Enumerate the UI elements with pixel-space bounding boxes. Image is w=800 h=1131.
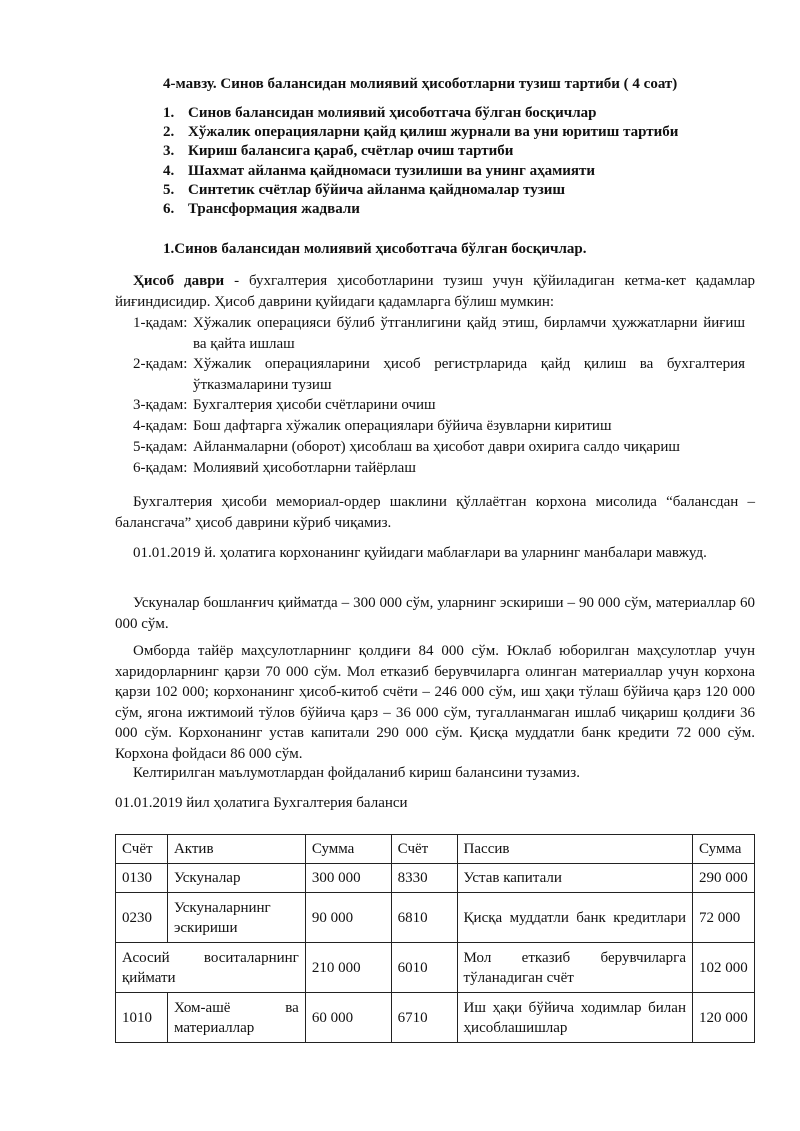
table-row <box>116 943 755 993</box>
paragraph-accounting-period <box>115 271 755 312</box>
step-label: 6-қадам: <box>133 460 188 476</box>
table-cell: 6710 <box>391 993 457 1043</box>
outline-item <box>163 162 678 181</box>
outline-item <box>163 181 678 200</box>
header-cell: Сумма <box>305 835 391 864</box>
table-cell: 90 000 <box>305 893 391 943</box>
table-cell: 0130 <box>116 864 168 893</box>
outline-number: 5. <box>163 181 175 198</box>
step-text: Бош дафтарга хўжалик операциялари бўйича ёзувларни киритиш <box>193 418 612 434</box>
step-label: 1-қадам: <box>133 315 188 331</box>
step-text: Молиявий ҳисоботларни тайёрлаш <box>193 460 416 476</box>
table-cell: 8330 <box>391 864 457 893</box>
outline-number: 3. <box>163 143 175 160</box>
paragraph-memorial-order: Бухгалтерия ҳисоби мемориал-ордер шаклини қўллаётган корхона мисолида “балансдан –балансгача” ҳисоб даврини кўриб чиқамиз. <box>115 494 755 531</box>
topic-outline <box>163 104 678 219</box>
table-cell: Иш ҳақи бўйича ходимлар билан ҳисоблашишлар <box>457 993 692 1043</box>
outline-item <box>163 200 678 219</box>
table-row <box>116 864 755 893</box>
outline-item <box>163 142 678 161</box>
step-item <box>133 354 745 395</box>
step-item <box>133 416 745 437</box>
outline-number: 1. <box>163 105 175 121</box>
table-cell: 210 000 <box>305 943 391 993</box>
step-text: Айланмаларни (оборот) ҳисоблаш ва ҳисобот даври охирига салдо чиқариш <box>193 439 680 455</box>
header-cell: Счёт <box>116 835 168 864</box>
paragraph-conclusion: Келтирилган маълумотлардан фойдаланиб кириш балансини тузамиз. <box>133 765 580 781</box>
step-item <box>133 395 745 416</box>
step-label: 3-қадам: <box>133 397 188 413</box>
step-item <box>133 437 745 458</box>
header-cell: Пассив <box>457 835 692 864</box>
table-cell: 290 000 <box>692 864 754 893</box>
outline-number: 6. <box>163 200 175 217</box>
table-cell: 300 000 <box>305 864 391 893</box>
outline-text: Синтетик счётлар бўйича айланма қайдномалар тузиш <box>188 181 566 198</box>
balance-table <box>115 834 755 1043</box>
outline-text: Синов балансидан молиявий ҳисоботгача бўлган босқичлар <box>188 105 597 121</box>
term: Ҳисоб даври <box>133 273 225 289</box>
steps-list <box>133 313 745 479</box>
topic-heading: 4-мавзу. Синов балансидан молиявий ҳисоботларни тузиш тартиби ( 4 соат) <box>163 76 678 92</box>
term-definition: - бухгалтерия ҳисоботларини тузиш учун қўйиладиган кетма-кет қадамлар йиғиндисидир. Ҳисоб даврини қуйидаги қадамларга бўлиш мумкин: <box>115 273 756 310</box>
table-caption: 01.01.2019 йил ҳолатига Бухгалтерия баланси <box>115 795 408 811</box>
table-cell: Мол етказиб берувчиларга тўланадиган счёт <box>457 943 692 993</box>
table-cell: Устав капитали <box>457 864 692 893</box>
outline-item <box>163 123 678 142</box>
step-item <box>133 313 745 354</box>
table-cell: 1010 <box>116 993 168 1043</box>
step-text: Хўжалик операцияси бўлиб ўтганлигини қайд этиш, бирламчи ҳужжатларни йиғиш ва қайта ишлаш <box>193 315 745 352</box>
section-heading: 1.Синов балансидан молиявий ҳисоботгача бўлган босқичлар. <box>163 241 587 257</box>
table-cell: 60 000 <box>305 993 391 1043</box>
table-cell: 6810 <box>391 893 457 943</box>
table-cell: 72 000 <box>692 893 754 943</box>
table-cell: Ускуналар <box>167 864 305 893</box>
step-item <box>133 458 745 479</box>
table-cell: 0230 <box>116 893 168 943</box>
outline-number: 4. <box>163 162 175 179</box>
header-cell: Сумма <box>692 835 754 864</box>
outline-text: Кириш балансига қараб, счётлар очиш тартиби <box>188 143 514 160</box>
step-label: 2-қадам: <box>133 356 188 372</box>
paragraph-funds-status: 01.01.2019 й. ҳолатига корхонанинг қуйидаги маблағлари ва уларнинг манбалари мавжуд. <box>133 545 707 561</box>
table-row <box>116 993 755 1043</box>
table-cell: 6010 <box>391 943 457 993</box>
paragraph-balances: Омборда тайёр маҳсулотларнинг қолдиғи 84 000 сўм. Юклаб юборилган маҳсулотлар учун харидорларнинг қарзи 70 000 сўм. Мол етказиб берувчиларга олинган материаллар учун корхона қарзи 102 000; корхонанинг ҳисоб-китоб счёти – 246 000 сўм, иш ҳақи тўлаш бўйича қарз 120 000 сўм, ягона ижтимоий тўлов бўйича қарз – 36 000 сўм, тугалланмаган ишлаб чиқариш қолдиғи 36 000 сўм. Корхонанинг устав капитали 290 000 сўм. Қисқа муддатли банк кредити 72 000 сўм. Корхона фойдаси 86 000 сўм. <box>115 643 755 762</box>
header-cell: Счёт <box>391 835 457 864</box>
header-cell: Актив <box>167 835 305 864</box>
outline-text: Шахмат айланма қайдномаси тузилиши ва унинг аҳамияти <box>188 162 596 179</box>
outline-text: Трансформация жадвали <box>188 200 360 217</box>
outline-item <box>163 104 678 123</box>
step-label: 5-қадам: <box>133 439 188 455</box>
table-cell: 120 000 <box>692 993 754 1043</box>
step-text: Хўжалик операцияларини ҳисоб регистрларида қайд қилиш ва бухгалтерия ўтказмаларини тузиш <box>193 356 745 393</box>
step-text: Бухгалтерия ҳисоби счётларини очиш <box>193 397 436 413</box>
outline-number: 2. <box>163 124 175 141</box>
table-cell: Асосий воситаларнинг қиймати <box>116 943 306 993</box>
table-row <box>116 893 755 943</box>
outline-text: Хўжалик операцияларни қайд қилиш журнали ва уни юритиш тартиби <box>188 124 679 141</box>
table-cell: Қисқа муддатли банк кредитлари <box>457 893 692 943</box>
table-cell: 102 000 <box>692 943 754 993</box>
step-label: 4-қадам: <box>133 418 188 434</box>
table-cell: Хом-ашё ва материаллар <box>167 993 305 1043</box>
table-cell: Ускуналарнинг эскириши <box>167 893 305 943</box>
table-header-row <box>116 835 755 864</box>
paragraph-equipment: Ускуналар бошланғич қийматда – 300 000 сўм, уларнинг эскириши – 90 000 сўм, материаллар 60 000 сўм. <box>115 595 755 632</box>
